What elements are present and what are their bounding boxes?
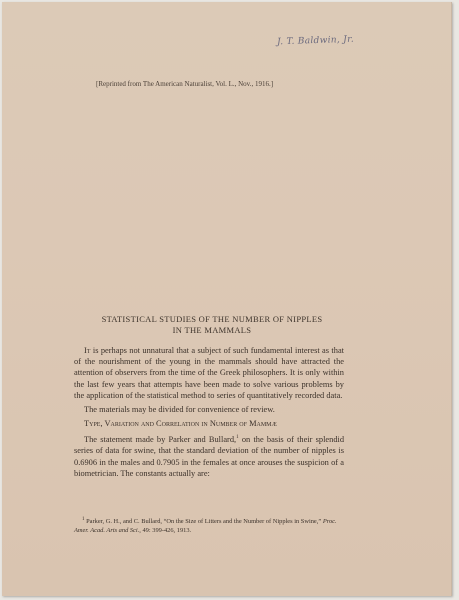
paper-page bbox=[2, 2, 452, 596]
footnote-text-after: 49: 399-426, 1913. bbox=[142, 527, 192, 535]
intro-paragraph bbox=[74, 345, 344, 401]
footnote-text-before: Parker, G. H., and C. Bullard, “On the Size of Litters and the Number of Nipples in Swine,” bbox=[86, 518, 322, 526]
handwritten-signature: J. T. Baldwin, Jr. bbox=[276, 34, 355, 48]
intro-text: is perhaps not unnatural that a subject of such fundamental interest as that of the nourishment of the young in the mammals should have attracted the attention of observers from the time of the Greek philosophers. It is only within the last few years that attempts have been made to solve various problems by the application of the statistical method to series of quantitatively recorded data. bbox=[74, 346, 344, 400]
article-body bbox=[74, 345, 344, 479]
title-line-1: STATISTICAL STUDIES OF THE NUMBER OF NIPPLES bbox=[101, 314, 323, 324]
intro-lead-word: It bbox=[84, 346, 91, 355]
section-heading: Type, Variation and Correlation in Number of Mammæ bbox=[84, 419, 277, 429]
footnote-marker: 1 bbox=[82, 517, 85, 522]
section-text-before: The statement made by Parker and Bullard, bbox=[84, 435, 237, 445]
reprint-note: [Reprinted from The American Naturalist, Vol. L., Nov., 1916.] bbox=[96, 80, 274, 88]
footnote bbox=[74, 515, 346, 535]
section-text-after: on the basis of their splendid series of data for swine, that the standard deviation of the number of nipples is 0.6906 in the males and 0.7905 in the females at once arouses the suspicion of a biometrician. The constants actually are: bbox=[74, 435, 345, 478]
materials-paragraph: The materials may be divided for convenience of review. bbox=[84, 405, 275, 415]
section-paragraph bbox=[74, 432, 344, 479]
footnote-journal: Proc. Amer. Acad. Arts and Sci., bbox=[74, 518, 337, 535]
article-title bbox=[42, 314, 382, 336]
title-line-2: IN THE MAMMALS bbox=[172, 325, 252, 335]
footnote-reference[interactable]: 1 bbox=[236, 435, 239, 441]
